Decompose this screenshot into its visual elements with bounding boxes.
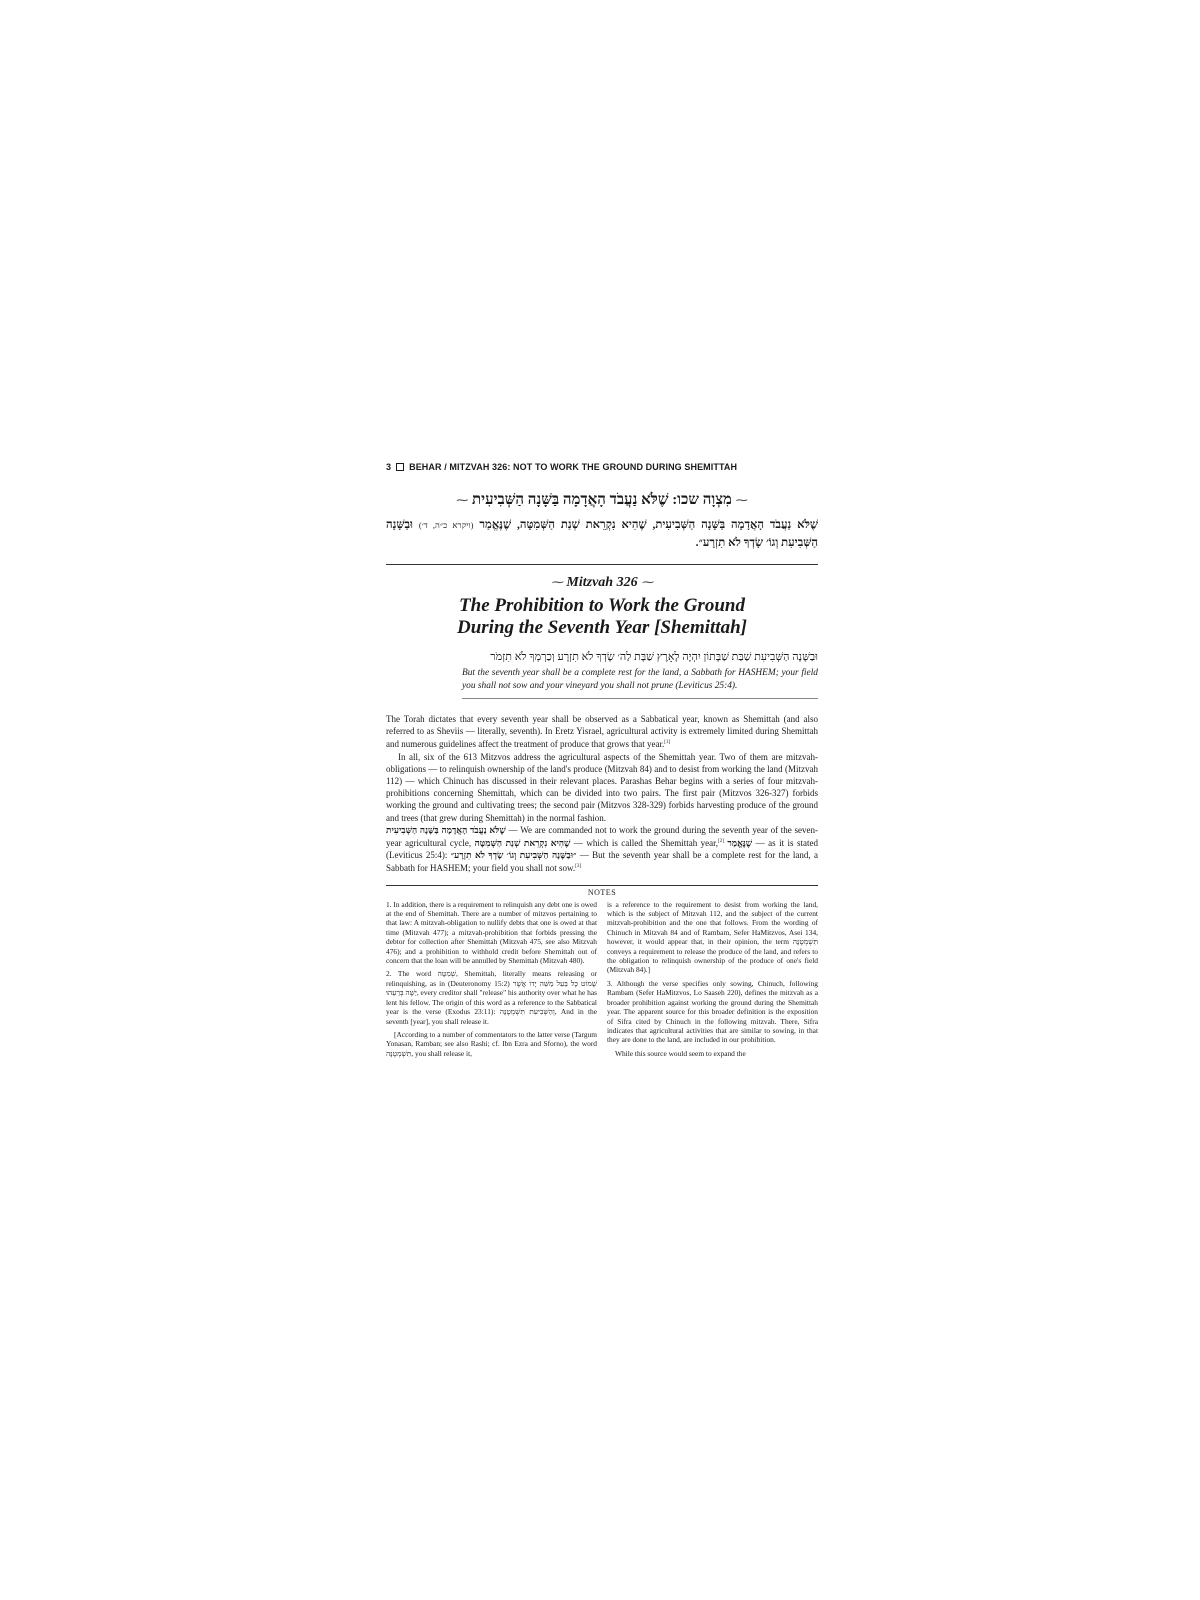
mitzvah-title xyxy=(386,595,818,639)
mitzvah-number-text: Mitzvah 326 xyxy=(566,575,638,590)
divider xyxy=(386,564,818,565)
lemma-hebrew: שֶׁלֹּא נַעֲבֹד הָאֲדָמָה בַּשָּׁנָה הַשְּׁבִיעִית xyxy=(386,824,506,835)
lemma-hebrew: ״וּבַשָּׁנָה הַשְּׁבִיעִת וְגוֹ׳ שָׂדְךָ לֹא תִזְרָע״ xyxy=(450,850,577,861)
page-number: 3 xyxy=(386,462,392,472)
verse-english: But the seventh year shall be a complete rest for the land, a Sabbath for HASHEM; your field you shall not sow and your vineyard you shall not prune (Leviticus 25:4). xyxy=(462,668,818,691)
ornament-icon: ⁓ xyxy=(550,575,563,589)
paragraph: The Torah dictates that every seventh year shall be observed as a Sabbatical year, known as Shemittah (and also referred to as Sheviis — literally, seventh). In Eretz Yisrael, agricultural activity is extremely limited during Shemittah and numerous guidelines affect the treatment of produce that grows that year.[1] xyxy=(386,714,818,750)
ornament-icon: ⁓ xyxy=(456,493,469,507)
hebrew-intro-text: שֶׁלֹּא נַעֲבֹד הָאֲדָמָה בַּשָּׁנָה הַשְּׁבִיעִית, שֶׁהִיא נִקְרֵאת שְׁנַת הַשְּׁמִטָּה, שֶׁנֶּאֱמַר xyxy=(479,519,819,531)
mitzvah-title-line: The Prohibition to Work the Ground xyxy=(459,595,745,616)
note: 3. Although the verse specifies only sowing, Chinuch, following Rambam (Sefer HaMitzvos, Lo Saaseh 220), defines the mitzvah as a broader prohibition against working the ground during the Shemittah year. The apparent source for this broader definition is the exposition of Sifra cited by Chinuch in the following mitzvah. There, Sifra indicates that agricultural activities that are similar to sowing, in that they are done to the land, are included in our prohibition. xyxy=(607,978,818,1045)
mitzvah-number xyxy=(386,575,818,591)
notes-column xyxy=(607,900,818,1063)
note: 1. In addition, there is a requirement to relinquish any debt one is owed at the end of Shemittah. There are a number of mitzvos pertaining to that law: A mitzvah-obligation to nullify debts that one is owed at that time (Mitzvah 477); a mitzvah-prohibition that forbids pressing the debtor for collection after Shemittah (Mitzvah 475, see also Mitzvah 476); and a prohibition to withhold credit before Shemittah out of concern that the loan will be annulled by Shemittah (Mitzvah 480). xyxy=(386,899,597,966)
note: [According to a number of commentators to the latter verse (Targum Yonasan, Ramban; see also Rashi; cf. Ibn Ezra and Sforno), the word תִּשְׁמְטֶנָּה, you shall release it, xyxy=(386,1029,597,1058)
notes-column xyxy=(386,900,597,1063)
lemma-paragraph: שֶׁלֹּא נַעֲבֹד הָאֲדָמָה בַּשָּׁנָה הַשְּׁבִיעִית — We are commanded not to work the ground during the seventh year of the seven-year agricultural cycle, שֶׁהִיא נִקְרֵאת שְׁנַת הַשְּׁמִטָּה — which is called the Shemittah year,[2] שֶׁנֶּאֱמַר — as it is stated (Leviticus 25:4): ״וּבַשָּׁנָה הַשְּׁבִיעִת וְגוֹ׳ שָׂדְךָ לֹא תִזְרָע״ — But the seventh year shall be a complete rest for the land, a Sabbath for HASHEM; your field you shall not sow.[3] xyxy=(386,824,819,874)
ornament-icon: ⁓ xyxy=(735,493,748,507)
hebrew-title-text: מִצְוָה שכו: שֶׁלֹּא נַעֲבֹד הָאֲדָמָה בַּשָּׁנָה הַשְּׁבִיעִית xyxy=(472,492,732,508)
hebrew-intro xyxy=(386,516,818,552)
notes-heading: NOTES xyxy=(587,887,617,897)
verse-hebrew: וּבַשָּׁנָה הַשְּׁבִיעִת שַׁבַּת שַׁבָּתוֹן יִהְיֶה לָאָרֶץ שַׁבָּת לַה׳ שָׂדְךָ לֹא תִזְרָע וְכַרְמְךָ לֹא תִזְמֹר xyxy=(490,651,818,663)
notes xyxy=(386,900,818,1063)
divider xyxy=(462,698,818,699)
note: is a reference to the requirement to desist from working the land, which is the subject of Mitzvah 112, and the subject of the current mitzvah-prohibition and the one that follows. From the wording of Chinuch in Mitzvah 84 and of Rambam, Sefer HaMitzvos, Asei 134, however, it would appear that, in their opinion, the term תִּשְׁמְטֶנָּה conveys a requirement to release the produce of the land, and refers to the obligation to relinquish ownership of the produce of one's field (Mitzvah 84).] xyxy=(607,899,818,975)
main-text xyxy=(386,713,818,875)
hebrew-intro-verse: וּבַשָּׁנָה הַשְּׁבִיעִת וְגוֹ׳ שָׂדְךָ לֹא תִזְרָע״. xyxy=(386,519,818,549)
hebrew-intro-cite: (ויקרא כ״ה, ד׳) xyxy=(418,520,474,530)
note: While this source would seem to expand the xyxy=(615,1048,746,1058)
ornament-icon: ⁓ xyxy=(641,575,654,589)
note: 2. The word שְׁמִטָּה, Shemittah, literally means releasing or relinquishing, as in (Deuteronomy 15:2) שָׁמוֹט כָּל בַּעַל מַשֵּׁה יָדוֹ אֲשֶׁר יַשֶּׁה בְּרֵעֵהוּ, every creditor shall "release" his authority over what he has lent his fellow. The origin of this word as a reference to the Sabbatical year is the verse (Exodus 23:11): וְהַשְּׁבִיעִת תִּשְׁמְטֶנָּה, And in the seventh [year], you shall release it. xyxy=(386,969,597,1026)
square-bullet-icon xyxy=(396,463,404,471)
hebrew-mitzvah-title xyxy=(386,490,818,510)
running-head xyxy=(386,460,818,474)
lemma-hebrew: שֶׁנֶּאֱמַר xyxy=(727,838,753,849)
divider xyxy=(386,885,818,886)
mitzvah-title-line: During the Seventh Year [Shemittah] xyxy=(457,617,747,638)
running-head-title: BEHAR / MITZVAH 326: NOT TO WORK THE GROUND DURING SHEMITTAH xyxy=(409,462,738,472)
lemma-hebrew: שֶׁהִיא נִקְרֵאת שְׁנַת הַשְּׁמִטָּה xyxy=(474,838,571,849)
verse-block xyxy=(462,651,818,693)
paragraph: In all, six of the 613 Mitzvos address the agricultural aspects of the Shemittah year. Two of them are mitzvah-obligations — to relinquish ownership of the land's produce (Mitzvah 84) and to desist from working the land (Mitzvah 112) — which Chinuch has discussed in their relevant places. Parashas Behar begins with a series of four mitzvah-prohibitions concerning Shemittah, which can be divided into two pairs. The first pair (Mitzvos 326-327) forbids working the ground and cultivating trees; the second pair (Mitzvos 328-329) forbids harvesting produce of the ground and trees (that grew during Shemittah) in the normal fashion. xyxy=(386,751,818,823)
book-page xyxy=(386,460,818,1062)
